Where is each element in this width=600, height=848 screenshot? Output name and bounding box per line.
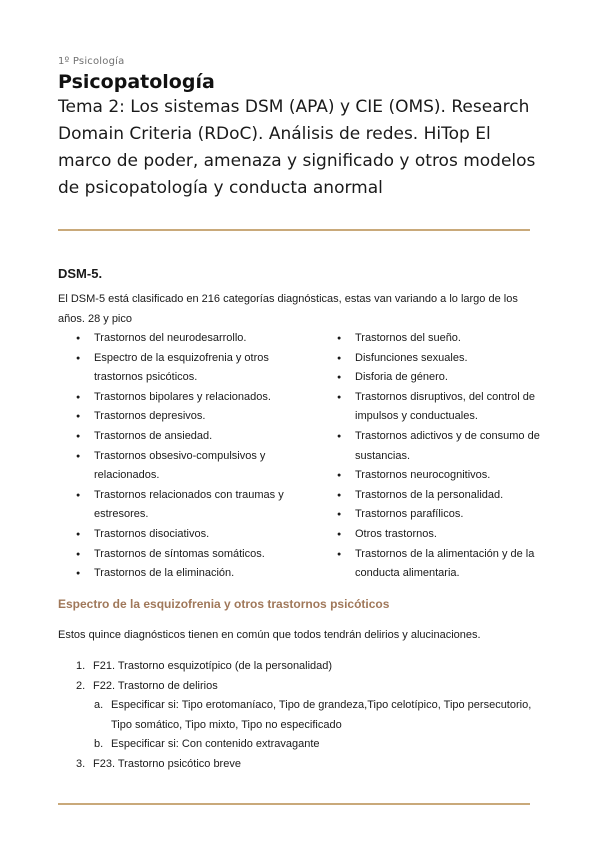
list-item: ● Trastornos relacionados con traumas y estresores. bbox=[76, 486, 286, 525]
footer-divider bbox=[58, 803, 530, 805]
subitem-text: Especificar si: Tipo erotomaníaco, Tipo de grandeza,Tipo celotípico, Tipo persecutorio, Tipo somático, Tipo mixto, Tipo no especificado bbox=[111, 699, 532, 731]
list-item: ● Otros trastornos. bbox=[337, 525, 547, 545]
subsection-title: Espectro de la esquizofrenia y otros trastornos psicóticos bbox=[58, 597, 390, 611]
subitem-letter: a. bbox=[94, 699, 104, 712]
list-item: ● Trastornos disociativos. bbox=[76, 525, 286, 545]
sub-list-item bbox=[76, 735, 536, 755]
subitem-letter: b. bbox=[94, 738, 104, 751]
course-title: Psicopatología bbox=[58, 71, 215, 93]
section-intro: El DSM-5 está clasificado en 216 categorías diagnósticas, estas van variando a lo largo de los años. 28 y pico bbox=[58, 293, 518, 325]
list-item: ● Trastornos neurocognitivos. bbox=[337, 466, 547, 486]
item-text: F23. Trastorno psicótico breve bbox=[93, 757, 241, 770]
list-item bbox=[76, 755, 536, 775]
subitem-text: Especificar si: Con contenido extravagante bbox=[111, 738, 320, 751]
subsection-paragraph: Estos quince diagnósticos tienen en común que todos tendrán delirios y alucinaciones. bbox=[58, 629, 481, 641]
item-number: 3. bbox=[76, 757, 86, 770]
document-header bbox=[58, 56, 542, 202]
list-item bbox=[76, 657, 536, 677]
list-item: ● Trastornos adictivos y de consumo de sustancias. bbox=[337, 427, 547, 466]
list-item: ● Trastornos de la eliminación. bbox=[76, 564, 286, 584]
list-item: ● Trastornos parafílicos. bbox=[337, 505, 547, 525]
topic-title: Tema 2: Los sistemas DSM (APA) y CIE (OMS). Research Domain Criteria (RDoC). Análisis de redes. HiTop El marco de poder, amenaza y significado y otros modelos de psicopatología y conducta anormal bbox=[58, 97, 536, 198]
section-title: DSM-5. bbox=[58, 266, 103, 281]
category-list-right bbox=[337, 329, 547, 584]
list-item: ● Disforia de género. bbox=[337, 368, 547, 388]
list-item: ● Trastornos de la alimentación y de la conducta alimentaria. bbox=[337, 545, 547, 584]
list-item bbox=[76, 677, 536, 697]
list-item: ● Trastornos bipolares y relacionados. bbox=[76, 388, 286, 408]
list-item: ● Trastornos depresivos. bbox=[76, 407, 286, 427]
list-item: ● Trastornos del sueño. bbox=[337, 329, 547, 349]
list-item: ● Disfunciones sexuales. bbox=[337, 349, 547, 369]
list-item: ● Trastornos de ansiedad. bbox=[76, 427, 286, 447]
sub-list-item bbox=[76, 696, 536, 735]
list-item: ● Trastornos obsesivo-compulsivos y relacionados. bbox=[76, 447, 286, 486]
list-item: ● Trastornos disruptivos, del control de impulsos y conductuales. bbox=[337, 388, 547, 427]
list-item: ● Trastornos del neurodesarrollo. bbox=[76, 329, 286, 349]
item-text: F22. Trastorno de delirios bbox=[93, 679, 218, 692]
item-number: 2. bbox=[76, 679, 86, 692]
item-text: F21. Trastorno esquizotípico (de la personalidad) bbox=[93, 660, 333, 672]
header-divider bbox=[58, 229, 530, 231]
category-list-left bbox=[76, 329, 286, 584]
subject-label: 1º Psicología bbox=[58, 56, 125, 67]
item-number: 1. bbox=[76, 660, 86, 672]
list-item: ● Espectro de la esquizofrenia y otros trastornos psicóticos. bbox=[76, 349, 286, 388]
diagnosis-list bbox=[76, 657, 536, 775]
list-item: ● Trastornos de síntomas somáticos. bbox=[76, 545, 286, 565]
list-item: ● Trastornos de la personalidad. bbox=[337, 486, 547, 506]
